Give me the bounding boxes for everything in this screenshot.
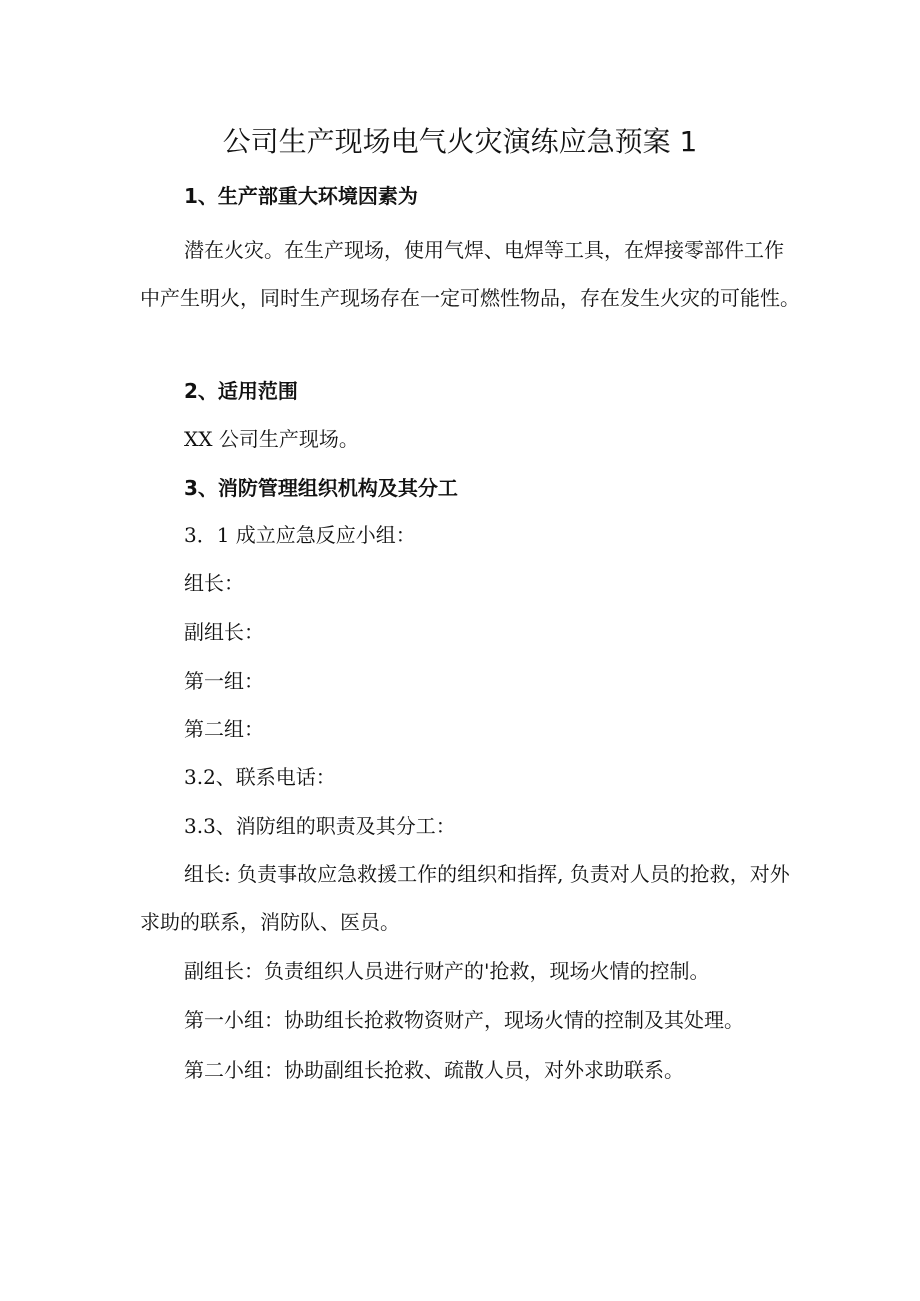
deputy-label: 副组长：: [184, 620, 264, 644]
deputy-duty: 副组长：负责组织人员进行财产的'抢救，现场火情的控制。: [184, 959, 710, 983]
section-2-heading: 2、适用范围: [184, 379, 298, 403]
leader-label: 组长：: [184, 571, 244, 595]
group-1-label: 第一组：: [184, 669, 264, 693]
group-1-duty: 第一小组：协助组长抢救物资财产，现场火情的控制及其处理。: [184, 1008, 744, 1032]
subsection-3-3: 3.3、消防组的职责及其分工：: [184, 814, 456, 838]
section-2-body: XX 公司生产现场。: [184, 427, 359, 451]
subsection-3-2: 3.2、联系电话：: [184, 765, 336, 789]
leader-duty: 组长: 负责事故应急救援工作的组织和指挥, 负责对人员的抢救，对外求助的联系，消防队、医员。: [140, 862, 790, 934]
section-1-heading: 1、生产部重大环境因素为: [184, 184, 418, 208]
section-1-body: 潜在火灾。在生产现场，使用气焊、电焊等工具，在焊接零部件工作中产生明火，同时生产现场存在一定可燃性物品，存在发生火灾的可能性。: [140, 238, 800, 310]
group-2-duty: 第二小组：协助副组长抢救、疏散人员，对外求助联系。: [184, 1058, 684, 1082]
subsection-3-1: 3．1 成立应急反应小组：: [184, 523, 416, 547]
group-2-label: 第二组：: [184, 717, 264, 741]
section-3-heading: 3、消防管理组织机构及其分工: [184, 476, 458, 500]
document-title: 公司生产现场电气火灾演练应急预案 1: [222, 125, 698, 158]
